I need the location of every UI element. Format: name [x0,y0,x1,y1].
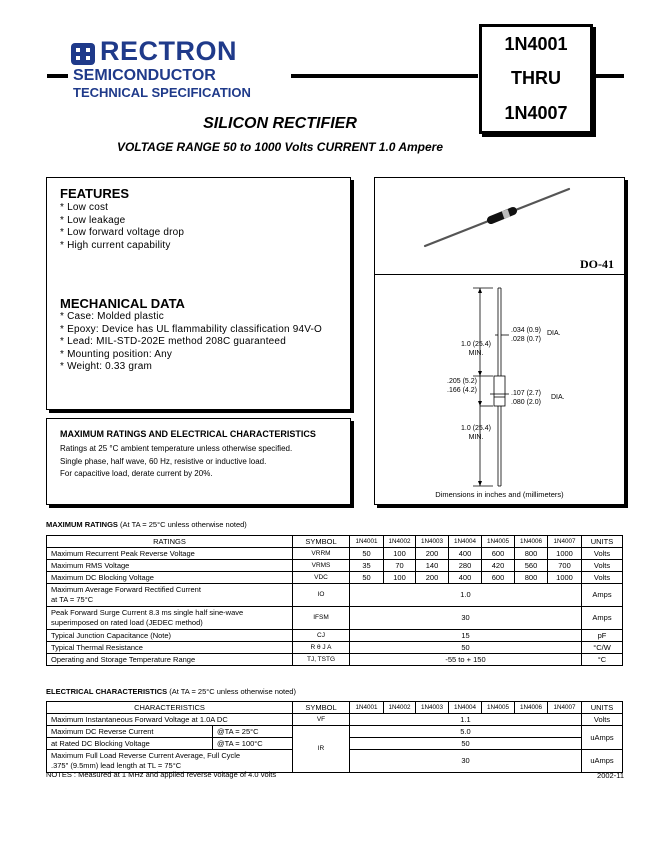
col-ratings: RATINGS [47,536,293,548]
page-title: SILICON RECTIFIER [203,115,357,132]
ratings-note-line: For capacitive load, derate current by 20%. [60,469,213,478]
col-characteristics: CHARACTERISTICS [47,702,293,714]
dimension-footnote: Dimensions in inches and (millimeters) [435,490,564,499]
dim-body-dia-label: DIA. [551,394,565,401]
col-1n4005: 1N4005 [482,536,515,548]
dim-lead-dia-label: DIA. [547,330,561,337]
col-1n4006: 1N4006 [515,536,548,548]
table-row: Maximum DC Reverse Current @TA = 25°C IR 5.0 uAmps [47,726,623,738]
ratings-note-lines [60,443,292,481]
table-row: Typical Junction Capacitance (Note) CJ 15 pF [47,630,623,642]
ratings-note-heading: MAXIMUM RATINGS AND ELECTRICAL CHARACTERISTICS [60,429,316,439]
elec-char-title: ELECTRICAL CHARACTERISTICS (At TA = 25°C unless otherwise noted) [46,687,296,696]
header-rule [47,74,68,78]
features-heading: FEATURES [60,186,130,201]
diode-illustration-icon [425,189,569,246]
col-symbol: SYMBOL [293,702,350,714]
col-symbol: SYMBOL [293,536,350,548]
feature-item: * High current capability [60,239,171,251]
dim-lead-diameter: .034 (0.9) .028 (0.7) [511,327,541,343]
col-1n4004: 1N4004 [449,536,482,548]
dim-body-length: .205 (5.2) .166 (4.2) [447,378,477,394]
table-row: Operating and Storage Temperature Range TJ, TSTG -55 to + 150 °C [47,654,623,666]
brand-subtitle: SEMICONDUCTOR [73,67,216,84]
table-row: Peak Forward Surge Current 8.3 ms single half sine-wave superimposed on rated load (JEDEC method) IFSM 30 Amps [47,607,623,630]
elec-char-table [46,701,623,773]
part-last: 1N4007 [504,103,568,124]
feature-item: * Low cost [60,202,109,213]
table-row: Typical Thermal Resistance R θ J A 50 °C/W [47,642,623,654]
feature-item: * Low leakage [60,214,126,226]
table-row: at Rated DC Blocking Voltage @TA = 100°C 50 [47,738,623,750]
technical-spec-label: TECHNICAL SPECIFICATION [73,85,251,100]
mechanical-item: * Mounting position: Any [60,348,173,360]
package-name: DO-41 [580,257,614,271]
date-code: 2002-11 [597,771,624,780]
package-drawing-panel [374,177,625,505]
features-panel [46,177,351,410]
mechanical-item: * Epoxy: Device has UL flammability classification 94V-O [60,323,323,335]
dim-body-diameter: .107 (2.7) .080 (2.0) [511,390,541,406]
max-ratings-table [46,535,623,666]
part-first: 1N4001 [504,33,568,54]
feature-item: * Low forward voltage drop [60,227,185,238]
table-row: Maximum DC Blocking Voltage VDC 50 100 200 400 600 800 1000 Volts [47,572,623,584]
table-row: Maximum Instantaneous Forward Voltage at 1.0A DC VF 1.1 Volts [47,714,623,726]
table-header-row [47,536,623,548]
table-row: Maximum Recurrent Peak Reverse Voltage VRRM 50 100 200 400 600 800 1000 Volts [47,548,623,560]
table-row: Maximum Full Load Reverse Current Average, Full Cycle .375" (9.5mm) lead length at TL = 75°C 30 uAmps [47,750,623,773]
header-rule [592,74,624,78]
table-notes: NOTES : Measured at 1 MHz and applied reverse voltage of 4.0 volts [46,770,277,779]
max-ratings-title: MAXIMUM RATINGS (At TA = 25°C unless otherwise noted) [46,520,247,529]
part-thru: THRU [511,68,561,89]
col-1n4001: 1N4001 [350,536,384,548]
col-1n4007: 1N4007 [548,536,582,548]
mechanical-heading: MECHANICAL DATA [60,296,185,311]
header-rule [291,74,478,78]
ratings-note-line: Ratings at 25 °C ambient temperature unless otherwise specified. [60,444,293,453]
col-units: UNITS [582,536,623,548]
ratings-note-panel [46,418,351,505]
package-drawing [375,178,624,504]
col-1n4002: 1N4002 [384,536,416,548]
mechanical-item: * Lead: MIL-STD-202E method 208C guaranteed [60,336,286,347]
package-divider [375,274,624,275]
col-1n4003: 1N4003 [416,536,449,548]
table-row: Maximum Average Forward Rectified Current at TA = 75°C IO 1.0 Amps [47,584,623,607]
ratings-note-line: Single phase, half wave, 60 Hz, resistive or inductive load. [60,456,267,466]
dim-bottom-lead-length: 1.0 (25.4) MIN. [461,425,491,441]
dim-top-lead-length: 1.0 (25.4) MIN. [461,341,491,357]
mechanical-item: * Case: Molded plastic [60,311,164,322]
features-list [60,202,184,252]
mechanical-item: * Weight: 0.33 gram [60,361,152,372]
mechanical-list [60,311,322,374]
table-header-row: CHARACTERISTICS SYMBOL 1N4001 1N4002 1N4003 1N4004 1N4005 1N4006 1N4007 UNITS [47,702,623,714]
brand-name: RECTRON [100,36,237,66]
rectron-logo-icon [70,42,96,66]
diode-outline-drawing [473,288,509,486]
table-row: Maximum RMS Voltage VRMS 35 70 140 280 420 560 700 Volts [47,560,623,572]
page-subtitle: VOLTAGE RANGE 50 to 1000 Volts CURRENT 1.0 Ampere [116,140,444,154]
